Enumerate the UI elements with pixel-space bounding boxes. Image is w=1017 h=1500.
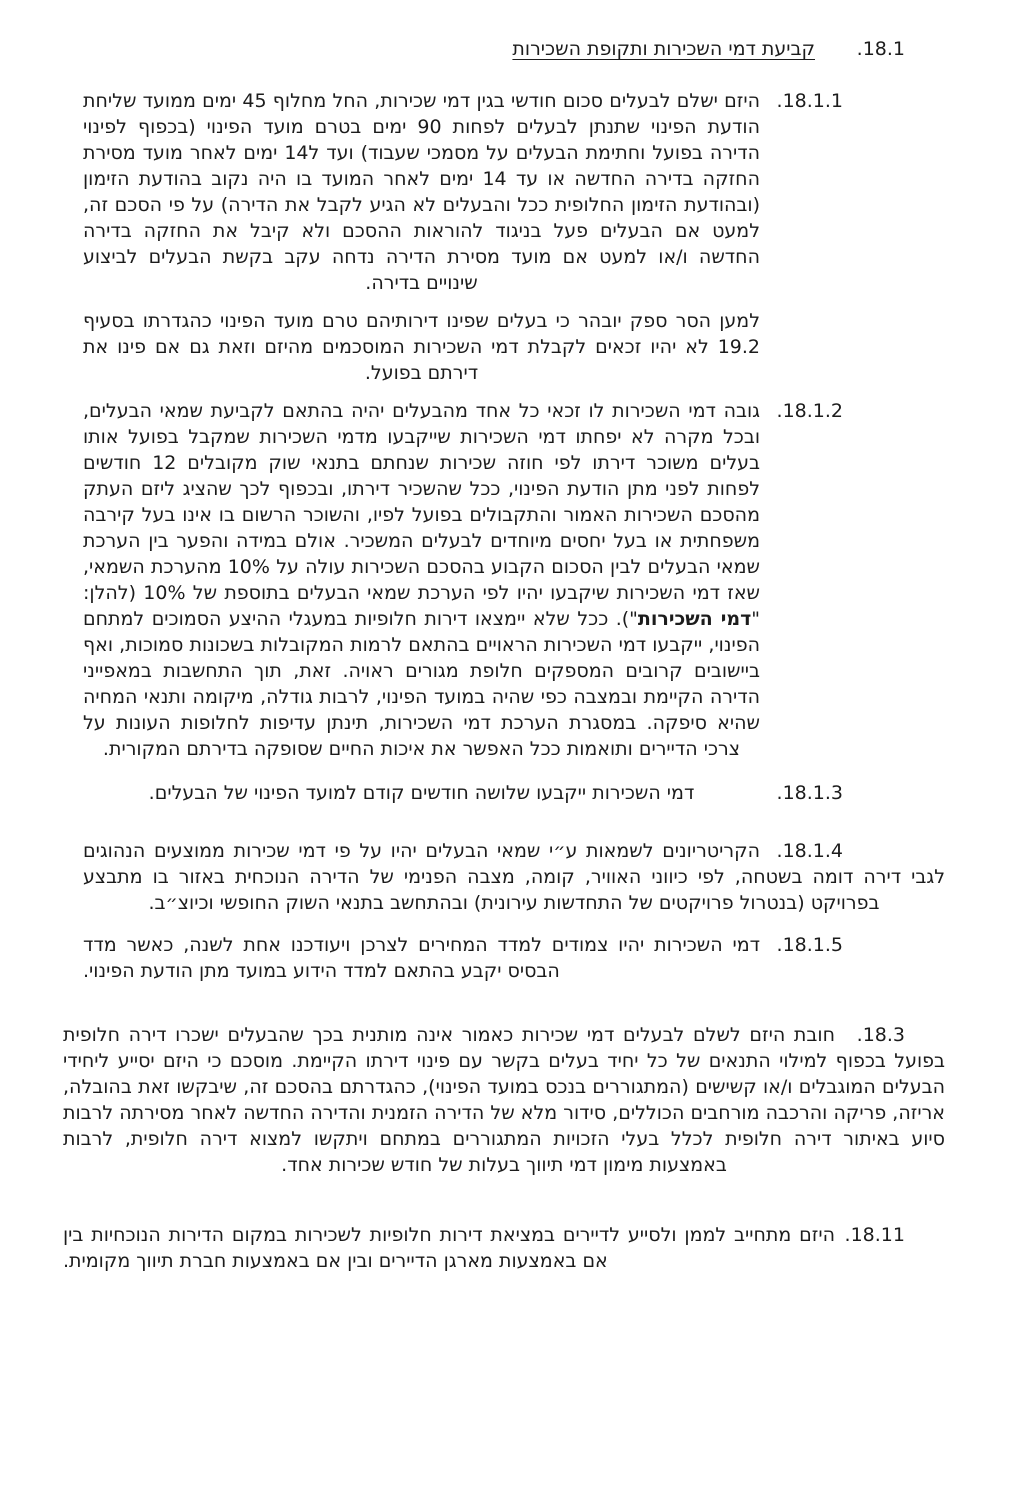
- clause-text-18-1-2: [83, 398, 760, 762]
- clause-number-18-1-1: 18.1.1.: [776, 90, 843, 112]
- clause-18-11: [63, 1222, 945, 1274]
- clause-number-18-1-2: 18.1.2.: [776, 400, 843, 422]
- clause-body-18-1-5: [83, 932, 760, 984]
- clause-text-18-1-1-p1: היזם ישלם לבעלים סכום חודשי בגין דמי שכירות, החל מחלוף 45 ימים ממועד שליחת הודעת הפינוי שתנתן לבעלים לפחות 90 ימים בטרם מועד הפינוי (בכפוף לפינוי הדירה בפועל וחתימת הבעלים על מסמכי שעבוד) ועד ל14 ימים לאחר מועד מסירת החזקה בדירה החדשה או עד 14 ימים לאחר המועד בו היה נקוב בהודעת הזימון (ובהודעת הזימון החלופית ככל והבעלים לא הגיע לקבל את הדירה) על פי הסכם זה, למעט אם הבעלים פעל בניגוד להוראות ההסכם ולא קיבל את החזקה בדירה החדשה ו/או למעט אם מועד מסירת הדירה נדחה עקב בקשת הבעלים לביצוע שינויים בדירה.: [83, 90, 760, 294]
- clause-number-18-1: 18.1.: [856, 38, 905, 60]
- clause-text-18-1-2-pre: גובה דמי השכירות לו זכאי כל אחד מהבעלים יהיה בהתאם לקביעת שמאי הבעלים, ובכל מקרה לא יפחתו דמי השכירות שייקבעו מדמי השכירות שמקבל בפועל אותו בעלים משוכר דירתו לפי חוזה שכירות שנחתם בתנאי שוק מקובלים 12 חודשים לפחות לפני מתן הודעת הפינוי, ככל שהשכיר דירתו, ובכפוף לכך שהציג ליזם העתק מהסכם השכירות האמור והתקבולים בפועל לפיו, והשוכר הרשום בו אינו בעל קירבה משפחתית או בעל יחסים מיוחדים לבעלים המשכיר. אולם במידה והפער בין הערכת שמאי הבעלים לבין הסכום הקבוע בהסכם השכירות עולה על 10% מהערכת השמאי, שאז דמי השכירות שיקבעו יהיו לפי הערכת שמאי הבעלים בתוספת של 10% (להלן: ": [83, 400, 760, 630]
- clause-body-18-1-3: [83, 780, 760, 806]
- clause-text-18-1-4: הקריטריונים לשמאות ע״י שמאי הבעלים יהיו על פי דמי שכירות ממוצעים הנהוגים לגבי דירה דומה בשטחה, לפי כיווני האוויר, קומה, מצבה הפנימי של הדירה הנוכחית באזור בו מתבצע בפרויקט (בנטרול פרויקטים של התחדשות עירונית) ובהתחשב בתנאי השוק החופשי וכיוצ״ב.: [83, 840, 945, 914]
- clause-number-18-11: 18.11.: [844, 1224, 905, 1246]
- clause-heading-18-1: [63, 36, 945, 62]
- clause-body-18-11: [63, 1222, 945, 1274]
- clause-number-18-1-3: 18.1.3.: [776, 782, 843, 804]
- clause-number-18-1-5: 18.1.5.: [776, 934, 843, 956]
- clause-body-18-3: [63, 1022, 945, 1178]
- clause-text-18-1-5: דמי השכירות יהיו צמודים למדד המחירים לצרכן ויעודכנו אחת לשנה, כאשר מדד הבסיס יקבע בהתאם למדד הידוע במועד מתן הודעת הפינוי.: [83, 934, 760, 982]
- clause-body-18-1-2: [83, 398, 760, 762]
- clause-title-18-1: קביעת דמי השכירות ותקופת השכירות: [512, 38, 815, 60]
- clause-body-18-1-1: [83, 88, 760, 386]
- clause-18-1-5: [63, 932, 945, 984]
- clause-18-1-2: [63, 398, 945, 762]
- clause-text-18-11: היזם מתחייב לממן ולסייע לדיירים במציאת דירות חלופיות לשכירות במקום הדירות הנוכחיות בין אם באמצעות מארגן הדיירים ובין אם באמצעות חברת תיווך מקומית.: [63, 1224, 835, 1272]
- clause-18-1-1: [63, 88, 945, 386]
- clause-number-18-3: 18.3.: [856, 1024, 905, 1046]
- clause-18-1-3: [63, 780, 945, 806]
- clause-number-18-1-4: 18.1.4.: [776, 840, 843, 862]
- clause-text-18-1-2-post: "). ככל שלא יימצאו דירות חלופיות במעגלי ההיצע הסמוכים למתחם הפינוי, ייקבעו דמי השכירות הראויים בהתאם לרמות המקובלות בשכונות סמוכות, ואף ביישובים קרובים המספקים חלופת מגורים ראויה. זאת, תוך התחשבות במאפייני הדירה הקיימת ובמצבה כפי שהיה במועד הפינוי, לרבות גודלה, מיקומה ותנאי המחיה שהיא סיפקה. במסגרת הערכת דמי השכירות, תינתן עדיפות לחלופות העונות על צרכי הדיירים ותואמות ככל האפשר את איכות החיים שסופקה בדירתם המקורית.: [83, 608, 760, 760]
- defined-term-rent: דמי השכירות: [637, 608, 752, 630]
- clause-text-18-3: חובת היזם לשלם לבעלים דמי שכירות כאמור אינה מותנית בכך שהבעלים ישכרו דירה חלופית בפועל בכפוף למילוי התנאים של כל יחיד בעלים בקשר עם פינוי דירתו הקיימת. מוסכם כי היזם יסייע ליחידי הבעלים המוגבלים ו/או קשישים (המתגוררים בנכס במועד הפינוי), כהגדרתם בהסכם זה, שיבקשו זאת בהובלה, אריזה, פריקה והרכבה מורחבים הכוללים, סידור מלא של הדירה הזמנית והדירה החדשה לאחר מסירתה לרבות סיוע באיתור דירה חלופית לכלל בעלי הזכויות המתגוררים במתחם ויתקשו למצוא דירה חלופית, לרבות באמצעות מימון דמי תיווך בעלות של חודש שכירות אחד.: [63, 1024, 945, 1176]
- clause-text-18-1-1-p2: למען הסר ספק יובהר כי בעלים שפינו דירותיהם טרם מועד הפינוי כהגדרתו בסעיף 19.2 לא יהיו זכאים לקבלת דמי השכירות המוסכמים מהיזם וזאת גם אם פינו את דירתם בפועל.: [83, 310, 760, 384]
- clause-text-18-1-3: דמי השכירות ייקבעו שלושה חודשים קודם למועד הפינוי של הבעלים.: [148, 782, 695, 804]
- clause-18-1-4: [63, 838, 945, 916]
- clause-18-3: [63, 1022, 945, 1178]
